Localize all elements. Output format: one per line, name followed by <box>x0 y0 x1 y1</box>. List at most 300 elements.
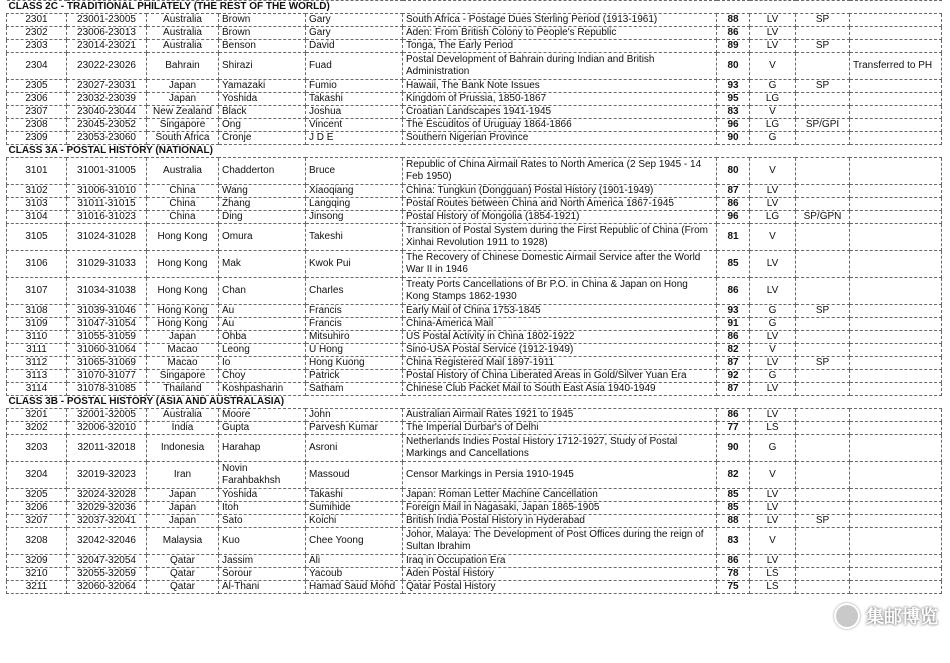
exhibit-number-cell: 3202 <box>7 422 67 435</box>
given-name-cell: Massoud <box>306 462 403 489</box>
given-name-cell: Takeshi <box>306 224 403 251</box>
country-cell: Qatar <box>147 581 219 594</box>
points-cell: 87 <box>717 383 750 396</box>
section-header <box>7 1 942 14</box>
surname-cell: Moore <box>219 409 306 422</box>
frame-range-cell: 32024-32028 <box>67 489 147 502</box>
exhibit-title-cell: Croatian Landscapes 1941-1945 <box>403 106 717 119</box>
points-cell: 77 <box>717 422 750 435</box>
points-cell: 93 <box>717 80 750 93</box>
given-name-cell: Ali <box>306 555 403 568</box>
points-cell: 80 <box>717 53 750 80</box>
points-cell: 86 <box>717 409 750 422</box>
exhibit-title-cell: Postal Routes between China and North America 1867-1945 <box>403 198 717 211</box>
exhibit-number-cell: 2308 <box>7 119 67 132</box>
given-name-cell: U Hong <box>306 344 403 357</box>
special-award-cell <box>796 489 850 502</box>
exhibit-number-cell: 3108 <box>7 305 67 318</box>
country-cell: Australia <box>147 14 219 27</box>
exhibit-number-cell: 3113 <box>7 370 67 383</box>
surname-cell: Au <box>219 305 306 318</box>
country-cell: China <box>147 211 219 224</box>
special-award-cell <box>796 422 850 435</box>
medal-level-cell: LG <box>750 119 796 132</box>
country-cell: Qatar <box>147 568 219 581</box>
exhibit-number-cell: 3211 <box>7 581 67 594</box>
exhibit-title-cell: The Recovery of Chinese Domestic Airmail Service after the World War II in 1946 <box>403 251 717 278</box>
remark-cell <box>850 119 942 132</box>
frame-range-cell: 32029-32036 <box>67 502 147 515</box>
remark-cell <box>850 581 942 594</box>
frame-range-cell: 32042-32046 <box>67 528 147 555</box>
special-award-cell <box>796 251 850 278</box>
surname-cell: Choy <box>219 370 306 383</box>
exhibit-title-cell: Hawaii, The Bank Note Issues <box>403 80 717 93</box>
special-award-cell <box>796 581 850 594</box>
medal-level-cell: LG <box>750 211 796 224</box>
frame-range-cell: 31024-31028 <box>67 224 147 251</box>
special-award-cell <box>796 568 850 581</box>
remark-cell <box>850 278 942 305</box>
exhibit-number-cell: 2301 <box>7 14 67 27</box>
table-row <box>7 489 942 502</box>
country-cell: Hong Kong <box>147 278 219 305</box>
exhibit-number-cell: 3112 <box>7 357 67 370</box>
medal-level-cell: G <box>750 370 796 383</box>
remark-cell <box>850 409 942 422</box>
country-cell: Malaysia <box>147 528 219 555</box>
table-row <box>7 435 942 462</box>
exhibit-number-cell: 3210 <box>7 568 67 581</box>
table-row <box>7 555 942 568</box>
exhibit-title-cell: Transition of Postal System during the First Republic of China (From Xinhai Revolution 1911 to 1928) <box>403 224 717 251</box>
given-name-cell: Asroni <box>306 435 403 462</box>
frame-range-cell: 31029-31033 <box>67 251 147 278</box>
remark-cell <box>850 27 942 40</box>
surname-cell: Gupta <box>219 422 306 435</box>
points-cell: 82 <box>717 344 750 357</box>
medal-level-cell: LV <box>750 278 796 305</box>
remark-cell <box>850 515 942 528</box>
medal-level-cell: LS <box>750 568 796 581</box>
medal-level-cell: V <box>750 528 796 555</box>
given-name-cell: Joshua <box>306 106 403 119</box>
exhibit-title-cell: Japan: Roman Letter Machine Cancellation <box>403 489 717 502</box>
points-cell: 93 <box>717 305 750 318</box>
special-award-cell <box>796 370 850 383</box>
medal-level-cell: LV <box>750 383 796 396</box>
special-award-cell: SP <box>796 40 850 53</box>
exhibit-title-cell: Australian Airmail Rates 1921 to 1945 <box>403 409 717 422</box>
surname-cell: Wang <box>219 185 306 198</box>
medal-level-cell: G <box>750 132 796 145</box>
table-row <box>7 344 942 357</box>
exhibit-title-cell: Southern Nigerian Province <box>403 132 717 145</box>
exhibit-title-cell: South Africa - Postage Dues Sterling Period (1913-1961) <box>403 14 717 27</box>
exhibit-title-cell: Aden: From British Colony to People's Republic <box>403 27 717 40</box>
frame-range-cell: 23045-23052 <box>67 119 147 132</box>
remark-cell <box>850 93 942 106</box>
surname-cell: Chadderton <box>219 158 306 185</box>
exhibit-title-cell: Censor Markings in Persia 1910-1945 <box>403 462 717 489</box>
remark-cell <box>850 305 942 318</box>
surname-cell: Ohba <box>219 331 306 344</box>
special-award-cell: SP <box>796 515 850 528</box>
special-award-cell <box>796 318 850 331</box>
exhibit-title-cell: Tonga, The Early Period <box>403 40 717 53</box>
given-name-cell: Jinsong <box>306 211 403 224</box>
table-row <box>7 422 942 435</box>
exhibit-title-cell: Republic of China Airmail Rates to North America (2 Sep 1945 - 14 Feb 1950) <box>403 158 717 185</box>
country-cell: China <box>147 185 219 198</box>
remark-cell <box>850 422 942 435</box>
exhibit-number-cell: 3109 <box>7 318 67 331</box>
table-row <box>7 158 942 185</box>
table-row <box>7 185 942 198</box>
given-name-cell: J D E <box>306 132 403 145</box>
country-cell: Indonesia <box>147 435 219 462</box>
wechat-icon <box>834 603 860 629</box>
table-row <box>7 27 942 40</box>
medal-level-cell: V <box>750 53 796 80</box>
table-row <box>7 568 942 581</box>
exhibit-number-cell: 3105 <box>7 224 67 251</box>
given-name-cell: Bruce <box>306 158 403 185</box>
exhibit-number-cell: 2305 <box>7 80 67 93</box>
remark-cell <box>850 435 942 462</box>
country-cell: Hong Kong <box>147 224 219 251</box>
special-award-cell <box>796 185 850 198</box>
surname-cell: Shirazi <box>219 53 306 80</box>
given-name-cell: Takashi <box>306 489 403 502</box>
given-name-cell: Hamad Saud Mohd <box>306 581 403 594</box>
medal-level-cell: LV <box>750 409 796 422</box>
points-cell: 85 <box>717 251 750 278</box>
remark-cell <box>850 185 942 198</box>
remark-cell <box>850 370 942 383</box>
remark-cell <box>850 383 942 396</box>
exhibit-title-cell: Postal History of China Liberated Areas in Gold/Silver Yuan Era <box>403 370 717 383</box>
medal-level-cell: LV <box>750 198 796 211</box>
table-row <box>7 132 942 145</box>
remark-cell <box>850 568 942 581</box>
table-row <box>7 278 942 305</box>
points-cell: 85 <box>717 502 750 515</box>
frame-range-cell: 32019-32023 <box>67 462 147 489</box>
surname-cell: Black <box>219 106 306 119</box>
given-name-cell: Charles <box>306 278 403 305</box>
exhibit-title-cell: Aden Postal History <box>403 568 717 581</box>
frame-range-cell: 31060-31064 <box>67 344 147 357</box>
frame-range-cell: 31047-31054 <box>67 318 147 331</box>
given-name-cell: Parvesh Kumar <box>306 422 403 435</box>
exhibit-title-cell: US Postal Activity in China 1802-1922 <box>403 331 717 344</box>
special-award-cell <box>796 158 850 185</box>
points-cell: 91 <box>717 318 750 331</box>
exhibit-title-cell: Postal History of Mongolia (1854-1921) <box>403 211 717 224</box>
medal-level-cell: V <box>750 158 796 185</box>
table-row <box>7 515 942 528</box>
palmares-table <box>6 0 942 594</box>
frame-range-cell: 31055-31059 <box>67 331 147 344</box>
given-name-cell: Francis <box>306 318 403 331</box>
given-name-cell: Sumihide <box>306 502 403 515</box>
country-cell: India <box>147 422 219 435</box>
frame-range-cell: 31001-31005 <box>67 158 147 185</box>
points-cell: 82 <box>717 462 750 489</box>
surname-cell: Benson <box>219 40 306 53</box>
table-row <box>7 198 942 211</box>
section-header <box>7 145 942 158</box>
points-cell: 85 <box>717 489 750 502</box>
frame-range-cell: 23006-23013 <box>67 27 147 40</box>
table-row <box>7 331 942 344</box>
medal-level-cell: V <box>750 106 796 119</box>
points-cell: 83 <box>717 528 750 555</box>
medal-level-cell: V <box>750 462 796 489</box>
special-award-cell: SP <box>796 14 850 27</box>
special-award-cell <box>796 27 850 40</box>
surname-cell: Yoshida <box>219 93 306 106</box>
frame-range-cell: 32055-32059 <box>67 568 147 581</box>
remark-cell <box>850 158 942 185</box>
points-cell: 81 <box>717 224 750 251</box>
table-row <box>7 305 942 318</box>
special-award-cell <box>796 198 850 211</box>
frame-range-cell: 23022-23026 <box>67 53 147 80</box>
given-name-cell: Chee Yoong <box>306 528 403 555</box>
frame-range-cell: 31006-31010 <box>67 185 147 198</box>
remark-cell <box>850 502 942 515</box>
exhibit-number-cell: 3110 <box>7 331 67 344</box>
table-row <box>7 119 942 132</box>
medal-level-cell: LV <box>750 251 796 278</box>
section-header <box>7 396 942 409</box>
points-cell: 90 <box>717 132 750 145</box>
country-cell: Japan <box>147 93 219 106</box>
table-row <box>7 14 942 27</box>
given-name-cell: Vincent <box>306 119 403 132</box>
frame-range-cell: 32011-32018 <box>67 435 147 462</box>
table-row <box>7 357 942 370</box>
given-name-cell: Patrick <box>306 370 403 383</box>
special-award-cell <box>796 224 850 251</box>
frame-range-cell: 32001-32005 <box>67 409 147 422</box>
surname-cell: Yoshida <box>219 489 306 502</box>
table-row <box>7 106 942 119</box>
surname-cell: Omura <box>219 224 306 251</box>
section-title: CLASS 3B - POSTAL HISTORY (ASIA AND AUSTRALASIA) <box>7 396 942 409</box>
country-cell: Iran <box>147 462 219 489</box>
surname-cell: Chan <box>219 278 306 305</box>
table-row <box>7 211 942 224</box>
table-row <box>7 251 942 278</box>
section-title: CLASS 3A - POSTAL HISTORY (NATIONAL) <box>7 145 942 158</box>
country-cell: Hong Kong <box>147 305 219 318</box>
exhibit-number-cell: 2303 <box>7 40 67 53</box>
exhibit-title-cell: Treaty Ports Cancellations of Br P.O. in China & Japan on Hong Kong Stamps 1862-1930 <box>403 278 717 305</box>
medal-level-cell: LV <box>750 40 796 53</box>
points-cell: 90 <box>717 435 750 462</box>
remark-cell <box>850 318 942 331</box>
exhibit-number-cell: 3208 <box>7 528 67 555</box>
exhibit-number-cell: 3205 <box>7 489 67 502</box>
given-name-cell: Koichi <box>306 515 403 528</box>
surname-cell: Ong <box>219 119 306 132</box>
given-name-cell: John <box>306 409 403 422</box>
frame-range-cell: 23053-23060 <box>67 132 147 145</box>
frame-range-cell: 31070-31077 <box>67 370 147 383</box>
special-award-cell <box>796 528 850 555</box>
exhibit-title-cell: China: Tungkun (Dongguan) Postal History (1901-1949) <box>403 185 717 198</box>
medal-level-cell: LV <box>750 489 796 502</box>
country-cell: South Africa <box>147 132 219 145</box>
exhibit-title-cell: Chinese Club Packet Mail to South East Asia 1940-1949 <box>403 383 717 396</box>
special-award-cell <box>796 462 850 489</box>
exhibit-number-cell: 2306 <box>7 93 67 106</box>
frame-range-cell: 23032-23039 <box>67 93 147 106</box>
surname-cell: Zhang <box>219 198 306 211</box>
frame-range-cell: 31039-31046 <box>67 305 147 318</box>
given-name-cell: Yacoub <box>306 568 403 581</box>
exhibit-title-cell: The Imperial Durbar's of Delhi <box>403 422 717 435</box>
points-cell: 88 <box>717 14 750 27</box>
remark-cell <box>850 80 942 93</box>
remark-cell <box>850 106 942 119</box>
medal-level-cell: G <box>750 318 796 331</box>
special-award-cell <box>796 53 850 80</box>
remark-cell <box>850 489 942 502</box>
country-cell: Bahrain <box>147 53 219 80</box>
exhibit-title-cell: Foreign Mail in Nagasaki, Japan 1865-1905 <box>403 502 717 515</box>
exhibit-number-cell: 3106 <box>7 251 67 278</box>
remark-cell <box>850 224 942 251</box>
exhibit-number-cell: 2302 <box>7 27 67 40</box>
table-row <box>7 581 942 594</box>
points-cell: 86 <box>717 331 750 344</box>
exhibit-title-cell: Iraq in Occupation Era <box>403 555 717 568</box>
given-name-cell: Takashi <box>306 93 403 106</box>
country-cell: Singapore <box>147 119 219 132</box>
points-cell: 78 <box>717 568 750 581</box>
medal-level-cell: LV <box>750 331 796 344</box>
special-award-cell <box>796 344 850 357</box>
medal-level-cell: LS <box>750 581 796 594</box>
surname-cell: Itoh <box>219 502 306 515</box>
given-name-cell: Kwok Pui <box>306 251 403 278</box>
surname-cell: Io <box>219 357 306 370</box>
special-award-cell: SP <box>796 80 850 93</box>
country-cell: Australia <box>147 158 219 185</box>
given-name-cell: David <box>306 40 403 53</box>
surname-cell: Yamazaki <box>219 80 306 93</box>
points-cell: 80 <box>717 158 750 185</box>
country-cell: Australia <box>147 27 219 40</box>
remark-cell: Transferred to PH <box>850 53 942 80</box>
given-name-cell: Mitsuhiro <box>306 331 403 344</box>
given-name-cell: Francis <box>306 305 403 318</box>
points-cell: 96 <box>717 119 750 132</box>
table-row <box>7 462 942 489</box>
frame-range-cell: 32060-32064 <box>67 581 147 594</box>
exhibit-number-cell: 3104 <box>7 211 67 224</box>
points-cell: 86 <box>717 555 750 568</box>
surname-cell: Harahap <box>219 435 306 462</box>
remark-cell <box>850 555 942 568</box>
medal-level-cell: LV <box>750 502 796 515</box>
country-cell: Qatar <box>147 555 219 568</box>
exhibit-number-cell: 3102 <box>7 185 67 198</box>
medal-level-cell: G <box>750 435 796 462</box>
exhibit-number-cell: 2304 <box>7 53 67 80</box>
surname-cell: Ding <box>219 211 306 224</box>
exhibit-number-cell: 3101 <box>7 158 67 185</box>
remark-cell <box>850 198 942 211</box>
exhibit-title-cell: China-America Mail <box>403 318 717 331</box>
exhibit-number-cell: 3203 <box>7 435 67 462</box>
points-cell: 95 <box>717 93 750 106</box>
special-award-cell: SP/GPN <box>796 211 850 224</box>
frame-range-cell: 23014-23021 <box>67 40 147 53</box>
surname-cell: Brown <box>219 27 306 40</box>
medal-level-cell: V <box>750 344 796 357</box>
frame-range-cell: 32037-32041 <box>67 515 147 528</box>
given-name-cell: Fuad <box>306 53 403 80</box>
given-name-cell: Gary <box>306 14 403 27</box>
medal-level-cell: G <box>750 80 796 93</box>
table-row <box>7 370 942 383</box>
watermark-text: 集邮博览 <box>866 607 938 627</box>
special-award-cell <box>796 106 850 119</box>
medal-level-cell: LV <box>750 27 796 40</box>
medal-level-cell: LG <box>750 93 796 106</box>
frame-range-cell: 23040-23044 <box>67 106 147 119</box>
table-row <box>7 383 942 396</box>
special-award-cell <box>796 502 850 515</box>
points-cell: 86 <box>717 278 750 305</box>
frame-range-cell: 32006-32010 <box>67 422 147 435</box>
given-name-cell: Gary <box>306 27 403 40</box>
special-award-cell <box>796 435 850 462</box>
exhibit-number-cell: 3111 <box>7 344 67 357</box>
exhibit-number-cell: 3107 <box>7 278 67 305</box>
remark-cell <box>850 211 942 224</box>
surname-cell: Novin Farahbakhsh <box>219 462 306 489</box>
exhibit-title-cell: Netherlands Indies Postal History 1712-1927, Study of Postal Markings and Cancellations <box>403 435 717 462</box>
points-cell: 87 <box>717 185 750 198</box>
surname-cell: Sorour <box>219 568 306 581</box>
medal-level-cell: LV <box>750 555 796 568</box>
remark-cell <box>850 331 942 344</box>
special-award-cell <box>796 132 850 145</box>
given-name-cell: Fumio <box>306 80 403 93</box>
frame-range-cell: 31078-31085 <box>67 383 147 396</box>
surname-cell: Au <box>219 318 306 331</box>
points-cell: 86 <box>717 198 750 211</box>
exhibit-title-cell: Postal Development of Bahrain during Indian and British Administration <box>403 53 717 80</box>
special-award-cell <box>796 409 850 422</box>
exhibit-number-cell: 3204 <box>7 462 67 489</box>
exhibit-title-cell: Sino-USA Postal Service (1912-1949) <box>403 344 717 357</box>
country-cell: Japan <box>147 80 219 93</box>
medal-level-cell: LV <box>750 185 796 198</box>
exhibit-number-cell: 3103 <box>7 198 67 211</box>
special-award-cell <box>796 331 850 344</box>
remark-cell <box>850 14 942 27</box>
medal-level-cell: LV <box>750 357 796 370</box>
exhibit-number-cell: 3114 <box>7 383 67 396</box>
frame-range-cell: 31034-31038 <box>67 278 147 305</box>
